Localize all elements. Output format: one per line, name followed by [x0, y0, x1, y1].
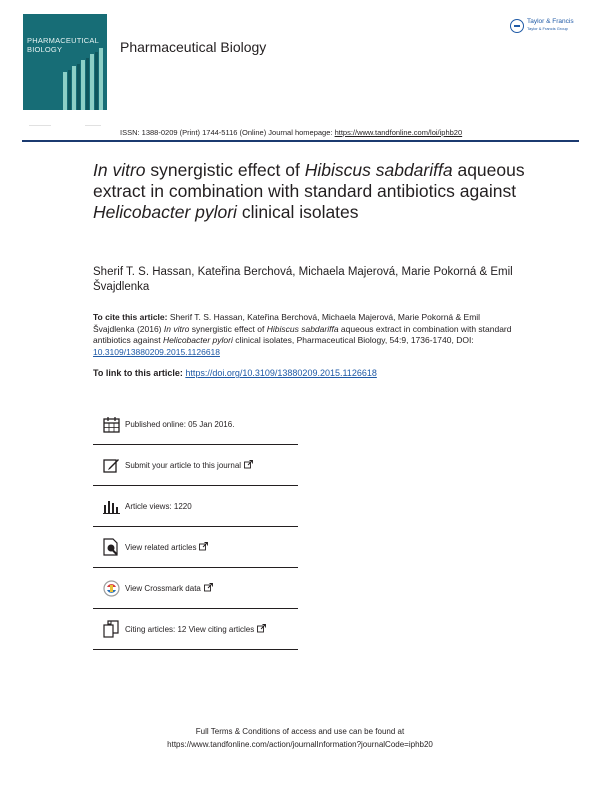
cover-title-line2: BIOLOGY: [27, 45, 63, 54]
citation-text: synergistic effect of: [189, 323, 267, 334]
search-document-icon: [101, 537, 121, 557]
article-doi-url[interactable]: https://doi.org/10.3109/13880209.2015.1126618: [185, 368, 377, 378]
issn-line: [120, 128, 462, 137]
citation-italic: Hibiscus sabdariffa: [266, 323, 339, 334]
calendar-icon: [101, 414, 121, 434]
external-link-icon: [244, 460, 253, 471]
citing-articles-label[interactable]: Citing articles: 12 View citing articles: [125, 624, 255, 634]
cover-stripe: [77, 64, 80, 110]
external-link-icon: [199, 542, 208, 553]
edit-icon: [101, 455, 121, 475]
title-text: clinical isolates: [236, 202, 359, 222]
article-views-item: [93, 486, 298, 527]
citation: [93, 312, 523, 358]
title-text: aqueous extract in combination with standard antibiotics against: [93, 160, 525, 201]
submit-article-label[interactable]: Submit your article to this journal: [125, 460, 242, 470]
title-text: synergistic effect of: [145, 160, 305, 180]
article-views-label: Article views: 1220: [125, 501, 192, 511]
bar-chart-icon: [101, 496, 121, 516]
citing-icon: [101, 619, 121, 639]
cover-stripe: [68, 70, 71, 110]
cover-stripe: [72, 66, 76, 110]
publisher-logo[interactable]: [510, 16, 590, 38]
citation-italic: In vitro: [163, 323, 190, 334]
title-italic: Hibiscus sabdariffa: [304, 160, 453, 180]
journal-cover: [23, 14, 107, 110]
cover-stripe: [86, 58, 89, 110]
citation-label: To cite this article:: [93, 312, 168, 322]
citation-text: aqueous extract in combination with standard antibiotics against: [93, 323, 512, 345]
issn-text: ISSN: 1388-0209 (Print) 1744-5116 (Online) Journal homepage:: [120, 128, 335, 137]
footer-terms-link[interactable]: https://www.tandfonline.com/action/journalInformation?journalCode=iphb20: [167, 740, 433, 749]
published-online-item: [93, 404, 298, 445]
publisher-name: Taylor & Francis: [527, 18, 574, 25]
authors: Sherif T. S. Hassan, Kateřina Berchová, Michaela Majerová, Marie Pokorná & Emil Švajdlenka: [93, 266, 513, 293]
submit-article-item[interactable]: [93, 445, 298, 486]
publisher-subline: Taylor & Francis Group: [527, 26, 568, 31]
article-actions-panel: [93, 404, 298, 650]
doi-link[interactable]: 10.3109/13880209.2015.1126618: [93, 346, 220, 357]
cover-stripe: [99, 48, 103, 110]
crossmark-icon: [101, 578, 121, 598]
related-articles-item[interactable]: [93, 527, 298, 568]
journal-homepage-link[interactable]: https://www.tandfonline.com/loi/iphb20: [334, 128, 463, 137]
crossmark-label[interactable]: View Crossmark data: [125, 583, 201, 593]
link-to-label: To link to this article:: [93, 368, 186, 378]
citation-text: Sherif T. S. Hassan, Kateřina Berchová, Michaela Majerová, Marie Pokorná & Emil Švajdlenka (2016): [93, 312, 481, 334]
footer-line1: Full Terms & Conditions of access and use can be found at: [195, 727, 405, 736]
cover-title: [27, 36, 99, 54]
title-italic: Helicobacter pylori: [93, 202, 237, 222]
citing-articles-item[interactable]: [93, 609, 298, 650]
citation-text: clinical isolates, Pharmaceutical Biology, 54:9, 1736-1740, DOI:: [232, 335, 474, 345]
related-articles-label[interactable]: View related articles: [125, 542, 197, 552]
citation-italic: Helicobacter pylori: [162, 335, 233, 345]
external-link-icon: [204, 583, 213, 594]
article-title: [93, 160, 533, 223]
cover-stripe: [90, 54, 94, 110]
cover-footer: [23, 110, 107, 132]
crossmark-item[interactable]: [93, 568, 298, 609]
header-divider: [22, 140, 579, 142]
footer: [0, 725, 600, 751]
title-italic: In vitro: [93, 160, 146, 180]
external-link-icon: [257, 624, 266, 635]
link-to-article: [93, 368, 377, 378]
cover-stripe: [81, 60, 85, 110]
cover-stripe: [95, 52, 98, 110]
published-online-label: Published online: 05 Jan 2016.: [125, 419, 235, 429]
cover-title-line1: PHARMACEUTICAL: [27, 36, 99, 45]
tf-logo-icon: [510, 19, 524, 33]
cover-stripe: [63, 72, 67, 110]
journal-name[interactable]: Pharmaceutical Biology: [120, 39, 267, 55]
